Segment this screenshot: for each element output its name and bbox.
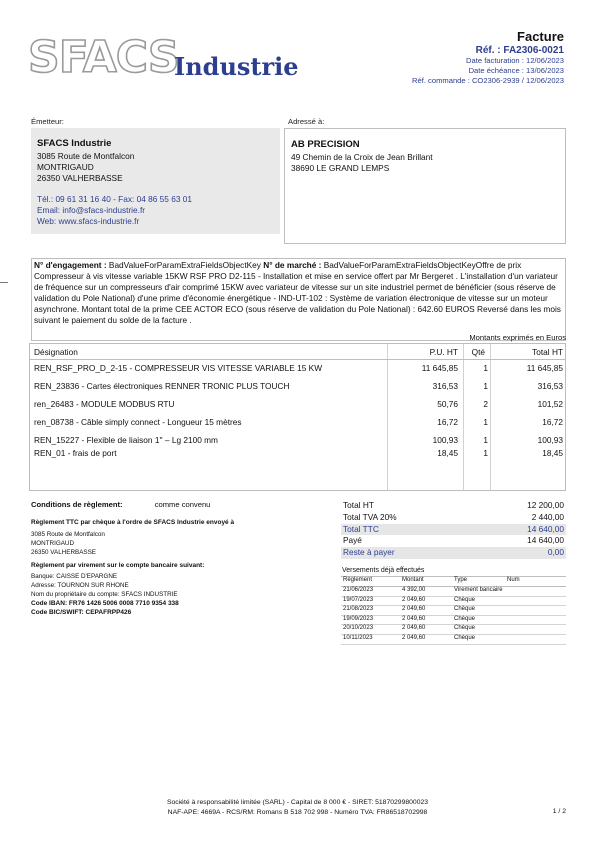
- header-unit-price: P.U. HT: [429, 347, 458, 357]
- totals-block: [341, 500, 566, 559]
- payment-date: 21/08/2023: [343, 606, 374, 613]
- row-total: 16,72: [542, 417, 563, 427]
- marche-label: N° de marché :: [263, 260, 322, 270]
- account-owner: Nom du propriétaire du compte: SFACS INDUSTRIE: [31, 591, 178, 598]
- engagement-value: BadValueForParamExtraFieldsObjectKey: [108, 260, 261, 270]
- row-unit-price: 50,76: [437, 399, 458, 409]
- company-logo: [28, 32, 299, 90]
- row-unit-price: 16,72: [437, 417, 458, 427]
- row-quantity: 1: [483, 435, 488, 445]
- total-label: Total TVA 20%: [343, 511, 397, 522]
- total-row: [341, 535, 566, 547]
- payment-date: 19/09/2023: [343, 615, 374, 622]
- emitter-block: [31, 128, 280, 234]
- total-value: 12 200,00: [527, 500, 564, 510]
- table-row: [30, 448, 565, 465]
- row-designation: REN_01 - frais de port: [34, 448, 117, 458]
- payment-conditions-value: comme convenu: [154, 500, 211, 509]
- payments-header: [341, 576, 566, 587]
- recipient-address-line: 49 Chemin de la Croix de Jean Brillant: [291, 152, 433, 162]
- total-value: 2 440,00: [531, 511, 564, 522]
- iban: Code IBAN: FR76 1426 5006 0008 7710 9354 338: [31, 600, 179, 607]
- row-designation: REN_23836 - Cartes électroniques RENNER TRONIC PLUS TOUCH: [34, 381, 290, 391]
- row-quantity: 2: [483, 399, 488, 409]
- table-row: [30, 381, 565, 398]
- row-quantity: 1: [483, 448, 488, 458]
- emitter-email[interactable]: Email: info@sfacs-industrie.fr: [37, 205, 146, 215]
- bank-name: Banque: CAISSE D'EPARGNE: [31, 573, 118, 580]
- row-unit-price: 18,45: [437, 448, 458, 458]
- payment-amount: 2 049,60: [402, 596, 426, 603]
- payment-amount: 2 049,60: [402, 634, 426, 641]
- payment-type: Virement bancaire: [454, 587, 503, 593]
- row-designation: REN_RSF_PRO_D_2-15 - COMPRESSEUR VIS VITESSE VARIABLE 15 KW: [34, 363, 323, 373]
- total-row: [341, 500, 566, 512]
- cheque-address-line: MONTRIGAUD: [31, 540, 75, 547]
- engagement-note: [31, 258, 566, 341]
- total-row: [341, 524, 566, 536]
- total-row: [341, 547, 566, 559]
- total-label: Reste à payer: [343, 547, 395, 558]
- bank-address: Adresse: TOURNON SUR RHONE: [31, 582, 129, 589]
- emitter-name: SFACS Industrie: [37, 138, 112, 149]
- payment-type: Chèque: [454, 615, 476, 622]
- emitter-address-line: MONTRIGAUD: [37, 162, 94, 172]
- emitter-phone: Tél.: 09 61 31 16 40 - Fax: 04 86 55 63 01: [37, 194, 192, 204]
- row-total: 316,53: [537, 381, 563, 391]
- table-header: [30, 344, 565, 360]
- row-unit-price: 316,53: [432, 381, 458, 391]
- row-quantity: 1: [483, 381, 488, 391]
- payments-header-amount: Montant: [402, 577, 424, 583]
- engagement-label: N° d'engagement :: [34, 260, 107, 270]
- emitter-address-line: 3085 Route de Montfalcon: [37, 151, 135, 161]
- order-reference: Réf. commande : CO2306-2939 / 12/06/2023: [412, 76, 564, 85]
- payment-conditions-label: Conditions de règlement:: [31, 500, 123, 509]
- header-quantity: Qté: [471, 347, 485, 357]
- payments-header-type: Type: [454, 577, 468, 583]
- row-designation: REN_15227 - Flexible de liaison 1'' – Lg 2100 mm: [34, 435, 218, 445]
- recipient-name: AB PRECISION: [291, 139, 360, 150]
- payment-row: [341, 587, 566, 597]
- payment-amount: 2 049,60: [402, 606, 426, 613]
- emitter-website[interactable]: Web: www.sfacs-industrie.fr: [37, 216, 140, 226]
- invoice-date: Date facturation : 12/06/2023: [466, 56, 564, 65]
- transfer-title: Règlement par virement sur le compte bancaire suivant:: [31, 562, 205, 569]
- note-body: Compresseur à vis vitesse variable 15KW RSF PRO D2-115 - Installation et mise en service offert par Mr Bergeret . L'installation d'un variateur de fréquence sur un compresseurs d'air comprimé 15KW avec variateur de vitesse sur un site industriel permet de bénéficier (sous réserve de validation du Pole National) d'une prime d'économie énergétique - IND-UT-102 : Système de variation électronique de vitesse sur un moteur asynchrone. Montant total de la prime CEE ACTOR ECO (sous réserve de validation du Pole National) : 642.60 EUROS Reversé dans les mois suivant le paiement du solde de la facture .: [34, 270, 561, 325]
- row-unit-price: 11 645,85: [421, 363, 458, 373]
- emitter-address-line: 26350 VALHERBASSE: [37, 173, 123, 183]
- table-row: [30, 399, 565, 416]
- payments-header-date: Règlement: [343, 577, 373, 583]
- row-total: 101,52: [537, 399, 563, 409]
- header-total: Total HT: [532, 347, 563, 357]
- row-total: 100,93: [537, 435, 563, 445]
- payment-date: 21/06/2023: [343, 587, 374, 593]
- payments-title: Versements déjà effectués: [342, 567, 425, 574]
- cheque-title: Règlement TTC par chèque à l'ordre de SFACS Industrie envoyé à: [31, 519, 235, 526]
- payment-row: [341, 616, 566, 626]
- row-designation: ren_08738 - Câble simply connect - Longueur 15 mètres: [34, 417, 242, 427]
- recipient-block: [284, 128, 566, 244]
- payment-row: [341, 597, 566, 607]
- total-value: 0,00: [547, 547, 564, 558]
- payment-row: [341, 635, 566, 645]
- table-row: [30, 417, 565, 434]
- payment-type: Chèque: [454, 606, 476, 613]
- total-value: 14 640,00: [527, 535, 564, 546]
- payment-amount: 2 049,60: [402, 615, 426, 622]
- document-title: Facture: [517, 29, 564, 44]
- cheque-address-line: 3085 Route de Montfalcon: [31, 531, 105, 538]
- recipient-address-line: 38690 LE GRAND LEMPS: [291, 163, 390, 173]
- payment-type: Chèque: [454, 596, 476, 603]
- page-number: 1 / 2: [552, 808, 566, 815]
- recipient-label: Adressé à:: [288, 117, 325, 126]
- total-row: [341, 512, 566, 524]
- fold-mark: [0, 282, 8, 283]
- payment-row: [341, 625, 566, 635]
- payments-table: [341, 576, 566, 645]
- invoice-reference: Réf. : FA2306-0021: [475, 45, 564, 56]
- legal-footer: [0, 798, 595, 817]
- payment-amount: 4 392,00: [402, 587, 426, 593]
- logo-wordmark: SFACS: [28, 32, 179, 83]
- payment-amount: 2 049,60: [402, 625, 426, 632]
- footer-line: Société à responsabilité limitée (SARL) - Capital de 8 000 € - SIRET: 51870299800023: [166, 799, 429, 806]
- total-value: 14 640,00: [527, 523, 564, 534]
- row-total: 18,45: [542, 448, 563, 458]
- header-designation: Désignation: [34, 347, 78, 357]
- footer-line: NAF-APE: 4669A - RCS/RM: Romans B 518 702 998 - Numéro TVA: FR86518702998: [167, 808, 428, 816]
- payment-date: 20/10/2023: [343, 625, 374, 632]
- emitter-label: Émetteur:: [31, 117, 64, 126]
- currency-note: Montants exprimés en Euros: [469, 333, 566, 342]
- payment-row: [341, 606, 566, 616]
- table-row: [30, 363, 565, 380]
- row-designation: ren_26483 - MODULE MODBUS RTU: [34, 399, 175, 409]
- payments-header-num: Num: [507, 577, 520, 583]
- payment-type: Chèque: [454, 634, 476, 641]
- row-quantity: 1: [483, 417, 488, 427]
- total-label: Payé: [343, 535, 362, 546]
- payment-info: [31, 500, 234, 617]
- row-unit-price: 100,93: [432, 435, 458, 445]
- total-label: Total TTC: [343, 523, 379, 534]
- due-date: Date échéance : 13/06/2023: [468, 66, 564, 75]
- total-label: Total HT: [343, 500, 374, 510]
- payment-type: Chèque: [454, 625, 476, 632]
- marche-value: BadValueForParamExtraFieldsObjectKeyOffre de prix: [323, 260, 522, 270]
- invoice-header: [412, 29, 564, 86]
- logo-subtitle: Industrie: [174, 52, 299, 81]
- invoice-lines-table: [29, 343, 566, 491]
- payment-date: 10/11/2023: [343, 634, 373, 641]
- row-total: 11 645,85: [526, 363, 563, 373]
- payment-date: 19/07/2023: [343, 596, 374, 603]
- cheque-address-line: 26350 VALHERBASSE: [31, 549, 96, 556]
- row-quantity: 1: [483, 363, 488, 373]
- bic-swift: Code BIC/SWIFT: CEPAFRPP426: [31, 609, 132, 616]
